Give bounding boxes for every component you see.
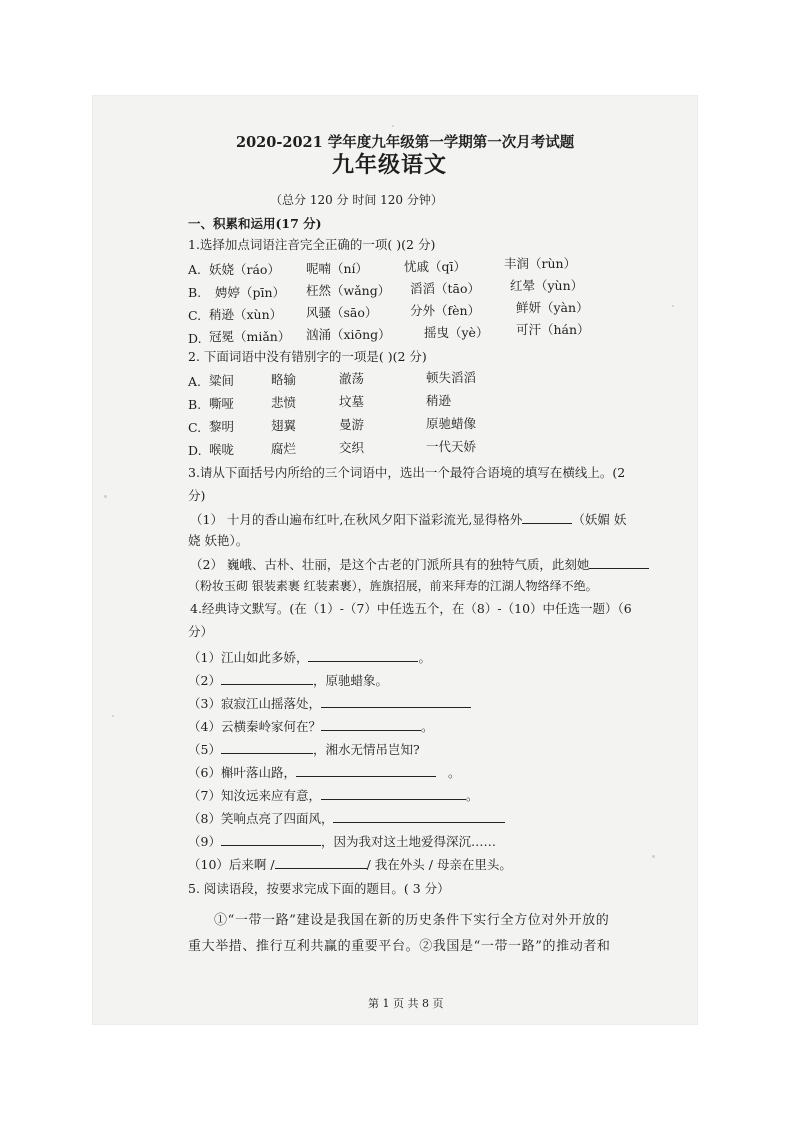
recitation-line <box>188 856 512 873</box>
line-num: （1） <box>188 650 221 665</box>
answer-blank[interactable] <box>321 718 421 731</box>
option-item: 腐烂 <box>271 441 297 456</box>
option-label: D. <box>188 331 202 346</box>
line-post: ，因为我对这土地爱得深沉…… <box>320 834 496 849</box>
option-item: 呢喃（ní） <box>306 261 369 276</box>
option-item: 鲜妍（yàn） <box>516 300 589 315</box>
option-item: 忧戚（qī） <box>404 259 466 274</box>
option-item: 黎明 <box>209 419 235 434</box>
option-label: C. <box>188 308 202 323</box>
line-num: （5） <box>188 742 221 757</box>
recitation-line <box>188 672 388 689</box>
recitation-line <box>188 810 505 827</box>
option-item: 稍逊 <box>426 393 452 408</box>
answer-blank[interactable] <box>221 833 321 846</box>
question-1-stem: 1.选择加点词语注音完全正确的一项( )(2 分) <box>188 237 436 252</box>
option-item: 分外（fèn） <box>410 303 481 318</box>
page-number: 第 1 页 共 8 页 <box>368 997 444 1010</box>
q3-s1-options: （妖媚 妖 <box>572 512 627 527</box>
line-num: （4） <box>188 719 221 734</box>
answer-blank[interactable] <box>522 511 572 524</box>
recitation-line <box>188 787 478 804</box>
q3-sentence-1-cont: 娆 妖艳）。 <box>188 533 249 548</box>
answer-blank[interactable] <box>275 856 367 869</box>
option-label: B. <box>188 397 202 412</box>
option-item: 枉然（wǎng） <box>306 283 391 298</box>
option-item: 稍逊（xùn） <box>209 307 283 322</box>
question-4-stem-cont: 分） <box>188 624 214 639</box>
line-post: ，原驰蜡象。 <box>312 673 388 688</box>
option-item: 冠冕（miǎn） <box>209 329 291 344</box>
line-num: （7） <box>188 788 221 803</box>
option-item: 红晕（yùn） <box>510 278 584 293</box>
option-item: 丰润（rùn） <box>504 256 577 271</box>
q3-s2-text: （2） 巍峨、古朴、壮丽，是这个古老的门派所具有的独特气质，此刻她 <box>190 557 590 572</box>
option-item: 澈荡 <box>339 371 365 386</box>
line-post: 。 <box>420 719 434 734</box>
question-2-stem: 2. 下面词语中没有错别字的一项是( )(2 分) <box>188 349 427 364</box>
option-item: 悲愤 <box>271 395 297 410</box>
option-item: 妖娆（ráo） <box>209 262 280 277</box>
line-num: （2） <box>188 673 221 688</box>
option-item: 一代天娇 <box>426 439 477 454</box>
reading-paragraph-line-2: 重大举措、推行互利共赢的重要平台。②我国是“一带一路”的推动者和 <box>188 939 611 954</box>
line-pre: 槲叶落山路， <box>220 765 296 780</box>
answer-blank[interactable] <box>296 764 436 777</box>
answer-blank[interactable] <box>333 810 505 823</box>
line-num: （6） <box>188 765 221 780</box>
option-item: 娉婷（pīn） <box>215 285 286 300</box>
answer-blank[interactable] <box>308 649 418 662</box>
option-item: 坟墓 <box>339 394 365 409</box>
option-item: 嘶哑 <box>209 396 235 411</box>
line-num: （3） <box>188 696 221 711</box>
option-item: 粱间 <box>209 373 235 388</box>
q3-sentence-1 <box>190 511 626 528</box>
line-mid: / 我在外头 / 母亲在里头。 <box>366 857 512 872</box>
option-item: 风骚（sāo） <box>306 305 378 320</box>
answer-blank[interactable] <box>321 787 466 800</box>
option-item: 喉咙 <box>209 442 235 457</box>
line-num: （8） <box>188 811 221 826</box>
recitation-line <box>188 741 420 758</box>
q3-sentence-2-cont: （粉妆玉砌 银装素裹 红装素裹），旌旗招展，前来拜寿的江湖人物络绎不绝。 <box>188 579 598 593</box>
option-item: 原驰蜡像 <box>426 416 477 431</box>
line-pre: 寂寂江山摇落处， <box>220 696 321 711</box>
option-label: A. <box>188 374 202 389</box>
option-item: 交织 <box>339 440 365 455</box>
question-3-stem: 3.请从下面括号内所给的三个词语中，选出一个最符合语境的填写在横线上。(2 <box>188 465 626 480</box>
q3-s1-text: （1） 十月的香山遍布红叶,在秋风夕阳下溢彩流光,显得格外 <box>190 512 523 527</box>
reading-paragraph-line-1: ①“一带一路”建设是我国在新的历史条件下实行全方位对外开放的 <box>214 913 610 928</box>
line-pre: 后来啊 / <box>228 857 275 872</box>
line-post: 。 <box>465 788 479 803</box>
option-label: D. <box>188 443 202 458</box>
answer-blank[interactable] <box>321 695 471 708</box>
exam-title: 2020-2021 学年度九年级第一学期第一次月考试题 <box>236 134 575 151</box>
line-pre: 笑响点亮了四面风， <box>220 811 334 826</box>
score-time: （总分 120 分 时间 120 分钟） <box>270 193 443 207</box>
line-pre: 知汝远来应有意， <box>220 788 321 803</box>
line-pre: 江山如此多娇， <box>220 650 309 665</box>
option-item: 可汗（hán） <box>516 322 590 337</box>
option-label: C. <box>188 420 202 435</box>
line-pre: 云横秦岭家何在？ <box>220 719 321 734</box>
question-4-stem: 4.经典诗文默写。(在（1）-（7）中任选五个，在（8）-（10）中任选一题）（6 <box>190 601 632 616</box>
option-label: B. <box>188 285 202 300</box>
option-item: 略输 <box>271 372 297 387</box>
option-item: 摇曳（yè） <box>424 325 489 340</box>
answer-blank[interactable] <box>589 556 649 569</box>
recitation-line <box>188 718 433 735</box>
section-heading: 一、积累和运用(17 分) <box>188 216 322 231</box>
recitation-line <box>188 833 496 850</box>
option-item: 顿失滔滔 <box>426 370 477 385</box>
recitation-line <box>188 764 460 781</box>
option-item: 翅翼 <box>271 418 297 433</box>
answer-blank[interactable] <box>221 672 313 685</box>
option-item: 曼游 <box>339 417 365 432</box>
line-post: ，湘水无情吊岂知? <box>312 742 420 757</box>
recitation-line <box>188 695 471 712</box>
line-post: 。 <box>447 765 461 780</box>
option-label: A. <box>188 262 202 277</box>
question-3-stem-cont: 分) <box>188 488 206 503</box>
subject-title: 九年级语文 <box>332 152 448 178</box>
answer-blank[interactable] <box>221 741 313 754</box>
option-item: 滔滔（tāo） <box>410 281 481 296</box>
line-num: （10） <box>188 857 229 872</box>
line-post: 。 <box>418 650 431 665</box>
line-num: （9） <box>188 834 221 849</box>
q3-sentence-2 <box>190 556 649 573</box>
option-item: 汹涌（xiōng） <box>306 327 391 342</box>
recitation-line <box>188 649 431 666</box>
question-5-stem: 5. 阅读语段，按要求完成下面的题目。( 3 分） <box>188 881 450 896</box>
